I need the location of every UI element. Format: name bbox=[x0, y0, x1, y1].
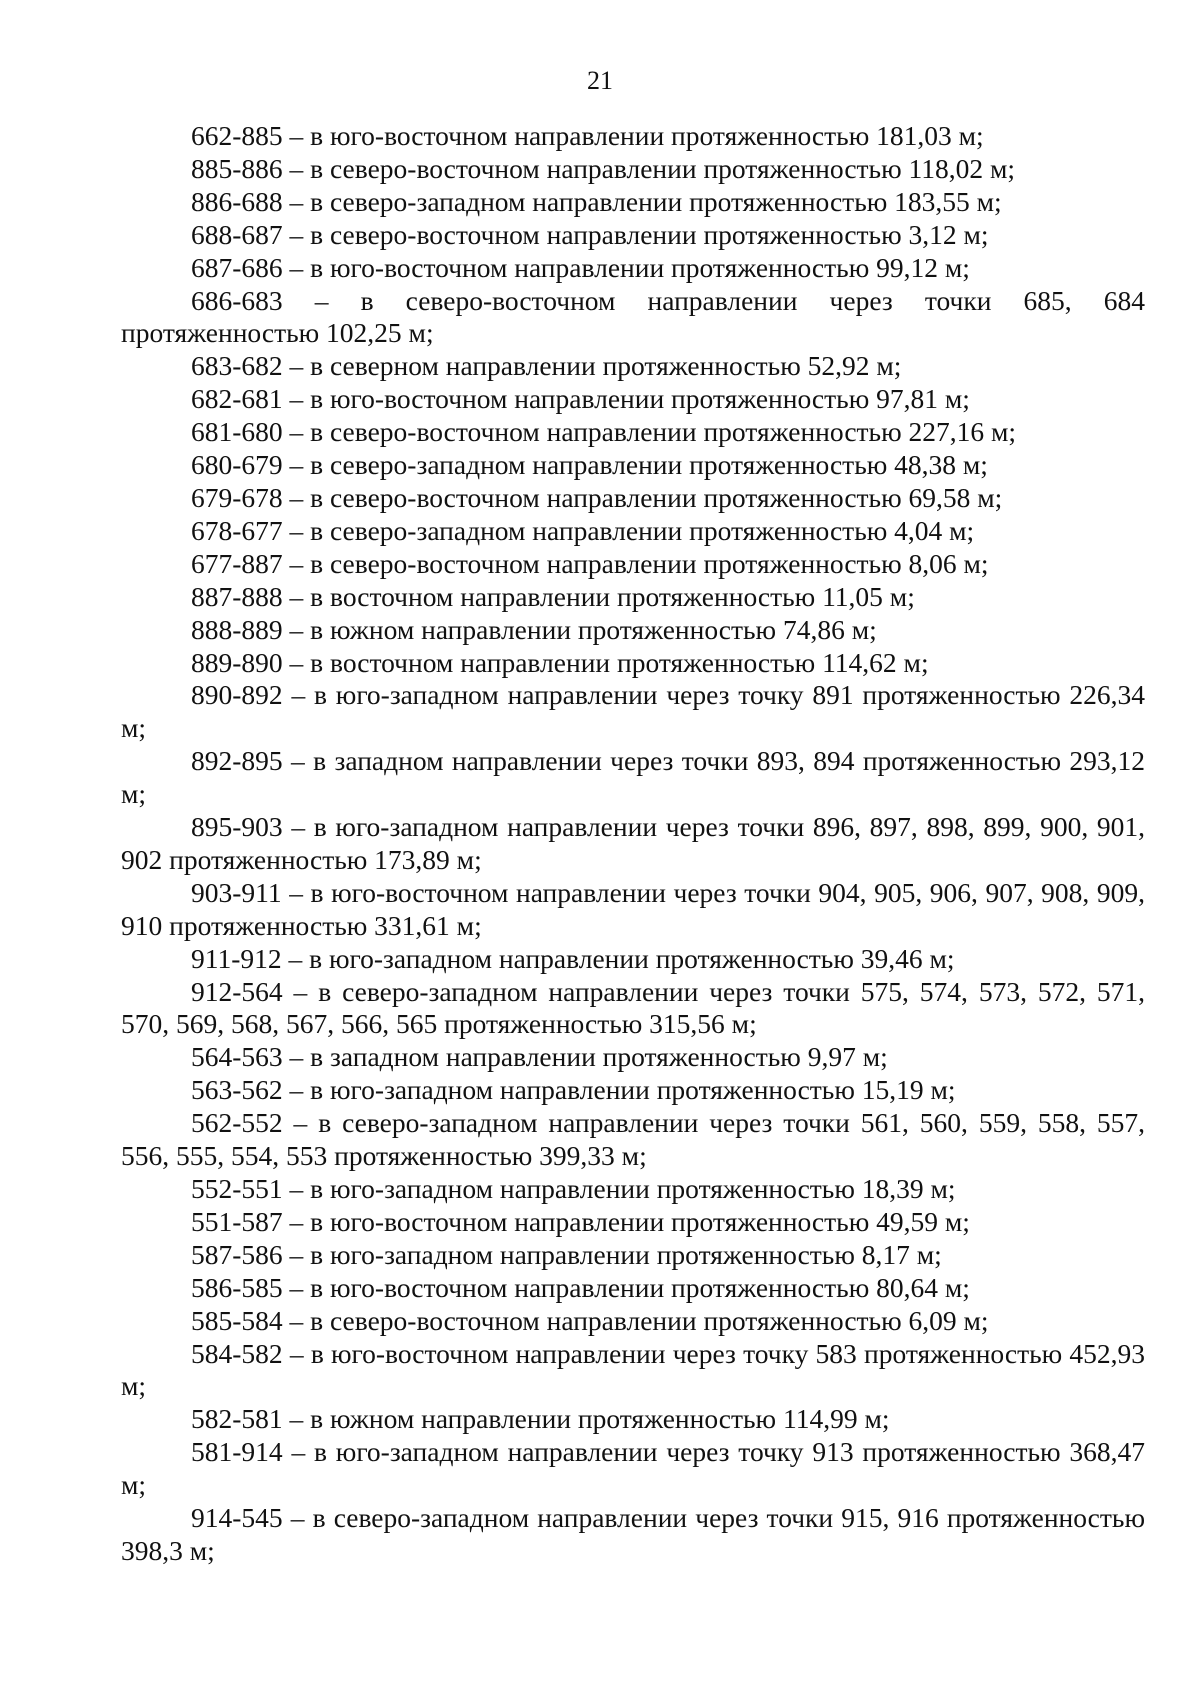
boundary-segment-paragraph: 584-582 – в юго-восточном направлении через точку 583 протяженностью 452,93 м; bbox=[121, 1337, 1145, 1402]
boundary-segment-paragraph: 581-914 – в юго-западном направлении через точку 913 протяженностью 368,47 м; bbox=[121, 1436, 1145, 1501]
boundary-segment-paragraph: 912-564 – в северо-западном направлении через точки 575, 574, 573, 572, 571, 570, 569, 568, 567, 566, 565 протяженностью 315,56 м; bbox=[121, 975, 1145, 1040]
boundary-segment-paragraph: 564-563 – в западном направлении протяженностью 9,97 м; bbox=[191, 1041, 888, 1073]
boundary-segment-paragraph: 889-890 – в восточном направлении протяженностью 114,62 м; bbox=[191, 646, 929, 678]
boundary-segment-paragraph: 895-903 – в юго-западном направлении через точки 896, 897, 898, 899, 900, 901, 902 протяженностью 173,89 м; bbox=[121, 811, 1145, 875]
boundary-segment-paragraph: 551-587 – в юго-восточном направлении протяженностью 49,59 м; bbox=[191, 1205, 970, 1237]
boundary-segment-paragraph: 903-911 – в юго-восточном направлении через точки 904, 905, 906, 907, 908, 909, 910 протяженностью 331,61 м; bbox=[121, 876, 1145, 941]
boundary-segment-paragraph: 911-912 – в юго-западном направлении протяженностью 39,46 м; bbox=[191, 942, 955, 974]
boundary-segment-paragraph: 680-679 – в северо-западном направлении протяженностью 48,38 м; bbox=[191, 449, 988, 481]
boundary-segment-paragraph: 677-887 – в северо-восточном направлении протяженностью 8,06 м; bbox=[191, 547, 989, 579]
boundary-segment-paragraph: 552-551 – в юго-западном направлении протяженностью 18,39 м; bbox=[191, 1173, 956, 1204]
boundary-segment-paragraph: 681-680 – в северо-восточном направлении протяженностью 227,16 м; bbox=[191, 416, 1017, 448]
boundary-segment-paragraph: 562-552 – в северо-западном направлении через точки 561, 560, 559, 558, 557, 556, 555, 554, 553 протяженностью 399,33 м; bbox=[121, 1107, 1145, 1172]
boundary-segment-paragraph: 679-678 – в северо-восточном направлении протяженностью 69,58 м; bbox=[191, 481, 1003, 513]
boundary-segment-paragraph: 587-586 – в юго-западном направлении протяженностью 8,17 м; bbox=[191, 1238, 942, 1270]
boundary-segment-paragraph: 890-892 – в юго-западном направлении через точку 891 протяженностью 226,34 м; bbox=[121, 679, 1145, 744]
boundary-segment-paragraph: 563-562 – в юго-западном направлении протяженностью 15,19 м; bbox=[191, 1074, 956, 1106]
boundary-segment-paragraph: 582-581 – в южном направлении протяженностью 114,99 м; bbox=[191, 1403, 890, 1435]
boundary-segment-paragraph: 586-585 – в юго-восточном направлении протяженностью 80,64 м; bbox=[191, 1271, 970, 1303]
boundary-segment-paragraph: 688-687 – в северо-восточном направлении протяженностью 3,12 м; bbox=[191, 218, 989, 250]
boundary-segment-paragraph: 885-886 – в северо-восточном направлении протяженностью 118,02 м; bbox=[191, 152, 1016, 184]
boundary-description-list bbox=[121, 120, 1145, 1568]
page-number: 21 bbox=[587, 66, 613, 95]
boundary-segment-paragraph: 686-683 – в северо-восточном направлении через точки 685, 684 протяженностью 102,25 м; bbox=[121, 284, 1145, 349]
boundary-segment-paragraph: 585-584 – в северо-восточном направлении протяженностью 6,09 м; bbox=[191, 1304, 989, 1336]
boundary-segment-paragraph: 687-686 – в юго-восточном направлении протяженностью 99,12 м; bbox=[191, 251, 970, 283]
boundary-segment-paragraph: 892-895 – в западном направлении через точки 893, 894 протяженностью 293,12 м; bbox=[121, 745, 1145, 810]
boundary-segment-paragraph: 662-885 – в юго-восточном направлении протяженностью 181,03 м; bbox=[191, 120, 984, 151]
boundary-segment-paragraph: 888-889 – в южном направлении протяженностью 74,86 м; bbox=[191, 613, 877, 645]
boundary-segment-paragraph: 683-682 – в северном направлении протяженностью 52,92 м; bbox=[191, 350, 902, 382]
boundary-segment-paragraph: 682-681 – в юго-восточном направлении протяженностью 97,81 м; bbox=[191, 383, 970, 415]
boundary-segment-paragraph: 914-545 – в северо-западном направлении через точки 915, 916 протяженностью 398,3 м; bbox=[121, 1502, 1145, 1566]
boundary-segment-paragraph: 678-677 – в северо-западном направлении протяженностью 4,04 м; bbox=[191, 514, 975, 546]
boundary-segment-paragraph: 887-888 – в восточном направлении протяженностью 11,05 м; bbox=[191, 580, 915, 612]
boundary-segment-paragraph: 886-688 – в северо-западном направлении протяженностью 183,55 м; bbox=[191, 185, 1002, 217]
